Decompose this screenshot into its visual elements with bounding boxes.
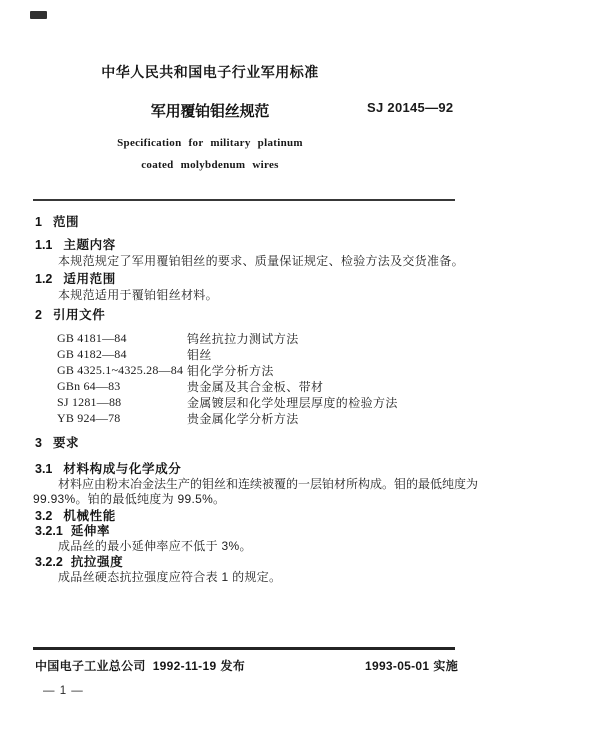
section-2-heading [35, 305, 105, 323]
section-3-2-1-number: 3.2.1 [35, 524, 63, 538]
reference-title: 钨丝抗拉力测试方法 [187, 332, 299, 346]
doc-title-cn: 军用覆铂钼丝规范 [150, 103, 270, 120]
reference-title: 贵金属及其合金板、带材 [187, 380, 324, 394]
section-3-1-text-line1: 材料应由粉末冶金法生产的钼丝和连续被覆的一层铂材所构成。钼的最低纯度为 [58, 477, 479, 491]
section-1-2-text: 本规范适用于覆铂钼丝材料。 [58, 288, 218, 302]
footer-issue-label: 发布 [220, 659, 246, 673]
section-3-2-1-title: 延伸率 [70, 524, 111, 538]
section-3-number: 3 [35, 436, 42, 450]
section-1-heading [35, 212, 79, 230]
section-1-2-heading [35, 269, 116, 287]
footer-divider-rule [33, 647, 455, 650]
section-3-1-title: 材料构成与化学成分 [63, 462, 182, 476]
footer-publisher: 中国电子工业总公司 [35, 659, 146, 673]
footer-impl-date: 1993-05-01 [365, 659, 430, 673]
reference-code: SJ 1281—88 [57, 395, 122, 409]
footer-implementation-info [260, 657, 458, 674]
section-3-2-2-text: 成品丝硬态抗拉强度应符合表 1 的规定。 [58, 570, 282, 584]
reference-title: 钼化学分析方法 [187, 364, 274, 378]
reference-title: 钼丝 [187, 348, 212, 362]
section-1-title: 范围 [52, 215, 80, 229]
section-2-title: 引用文件 [52, 308, 106, 322]
section-2-number: 2 [35, 308, 42, 322]
page-number: — 1 — [43, 685, 84, 697]
section-1-2-title: 适用范围 [63, 272, 116, 286]
section-3-2-2-number: 3.2.2 [35, 555, 63, 569]
section-3-2-2-title: 抗拉强度 [70, 555, 124, 569]
doc-title-en-line1: Specification for military platinum [117, 137, 303, 149]
section-3-title: 要求 [52, 436, 80, 450]
section-3-2-title: 机械性能 [63, 509, 116, 523]
footer-impl-label: 实施 [433, 659, 458, 673]
section-3-heading [35, 433, 79, 451]
section-1-number: 1 [35, 215, 42, 229]
reference-title: 金属镀层和化学处理层厚度的检验方法 [187, 396, 398, 410]
header-divider-rule [33, 199, 455, 201]
section-1-2-number: 1.2 [35, 272, 53, 286]
footer-issue-info [35, 657, 245, 674]
reference-code: GB 4182—84 [57, 347, 127, 361]
reference-code: YB 924—78 [57, 411, 121, 425]
section-1-1-text: 本规范规定了军用覆铂钼丝的要求、质量保证规定、检验方法及交货准备。 [58, 254, 464, 268]
standard-number: SJ 20145—92 [367, 100, 454, 115]
section-3-2-1-text: 成品丝的最小延伸率应不低于 3%。 [58, 539, 252, 553]
reference-code: GB 4181—84 [57, 331, 127, 345]
doc-title-en-line2: coated molybdenum wires [141, 159, 279, 171]
reference-code: GBn 64—83 [57, 379, 121, 393]
section-1-1-number: 1.1 [35, 238, 53, 252]
section-3-1-text-line2: 99.93%。铂的最低纯度为 99.5%。 [33, 492, 226, 506]
scan-artifact-mark [30, 11, 47, 19]
section-3-2-number: 3.2 [35, 509, 53, 523]
reference-title: 贵金属化学分析方法 [187, 412, 299, 426]
reference-code: GB 4325.1~4325.28—84 [57, 363, 184, 377]
standard-org-title: 中华人民共和国电子行业军用标准 [101, 64, 319, 80]
section-3-1-number: 3.1 [35, 462, 53, 476]
section-1-1-title: 主题内容 [63, 238, 116, 252]
section-1-1-heading [35, 235, 116, 253]
footer-issue-date: 1992-11-19 [152, 659, 217, 673]
